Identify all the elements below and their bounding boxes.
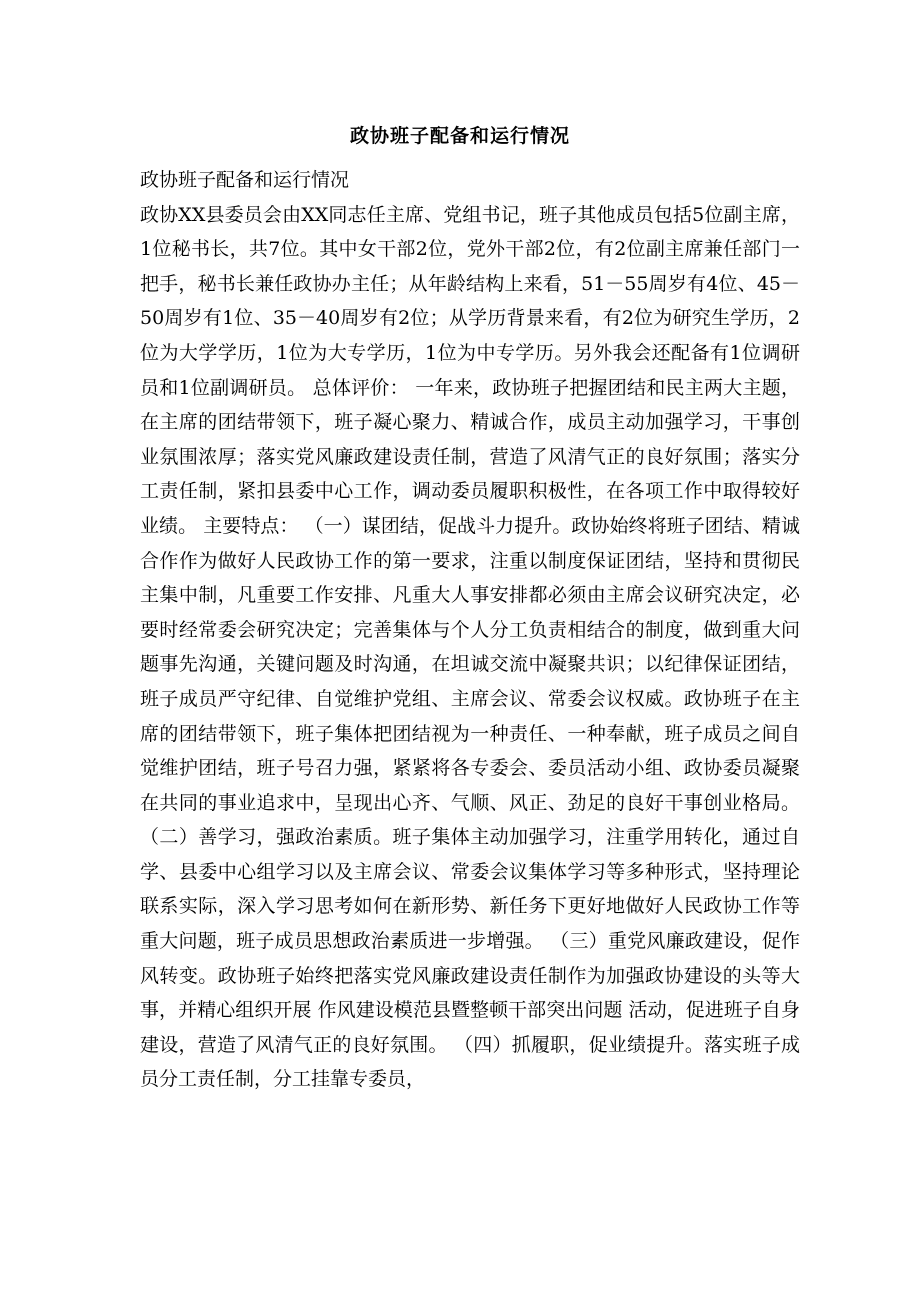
document-title: 政协班子配备和运行情况 (349, 125, 570, 147)
document-paragraph: 政协XX县委员会由XX同志任主席、党组书记，班子其他成员包括5位副主席，1位秘书长，共7位。其中女干部2位，党外干部2位，有2位副主席兼任部门一把手，秘书长兼任政协办主任；从年龄结构上来看，51－55周岁有4位、45－50周岁有1位、35－40周岁有2位；从学历背景来看，有2位为研究生学历，2位为大学学历，1位为大专学历，1位为中专学历。另外我会还配备有1位调研员和1位副调研员。 总体评价： 一年来，政协班子把握团结和民主两大主题，在主席的团结带领下，班子凝心聚力、精诚合作，成员主动加强学习，干事创业氛围浓厚；落实党风廉政建设责任制，营造了风清气正的良好氛围；落实分工责任制，紧扣县委中心工作，调动委员履职积极性，在各项工作中取得较好业绩。 主要特点： （一）谋团结，促战斗力提升。政协始终将班子团结、精诚合作作为做好人民政协工作的第一要求，注重以制度保证团结，坚持和贯彻民主集中制，凡重要工作安排、凡重大人事安排都必须由主席会议研究决定，必要时经常委会研究决定；完善集体与个人分工负责相结合的制度，做到重大问题事先沟通，关键问题及时沟通，在坦诚交流中凝聚共识；以纪律保证团结，班子成员严守纪律、自觉维护党组、主席会议、常委会议权威。政协班子在主席的团结带领下，班子集体把团结视为一种责任、一种奉献，班子成员之间自觉维护团结，班子号召力强，紧紧将各专委会、委员活动小组、政协委员凝聚在共同的事业追求中，呈现出心齐、气顺、风正、劲足的良好干事创业格局。 （二）善学习，强政治素质。班子集体主动加强学习，注重学用转化，通过自学、县委中心组学习以及主席会议、常委会议集体学习等多种形式，坚持理论联系实际，深入学习思考如何在新形势、新任务下更好地做好人民政协工作等重大问题，班子成员思想政治素质进一步增强。 （三）重党风廉政建设，促作风转变。政协班子始终把落实党风廉政建设责任制作为加强政协建设的头等大事，并精心组织开展 作风建设模范县暨整顿干部突出问题 活动，促进班子自身建设，营造了风清气正的良好氛围。 （四）抓履职，促业绩提升。落实班子成员分工责任制，分工挂靠专委员， (140, 203, 800, 1091)
document-subtitle: 政协班子配备和运行情况 (140, 169, 350, 191)
document-body (140, 163, 800, 1097)
